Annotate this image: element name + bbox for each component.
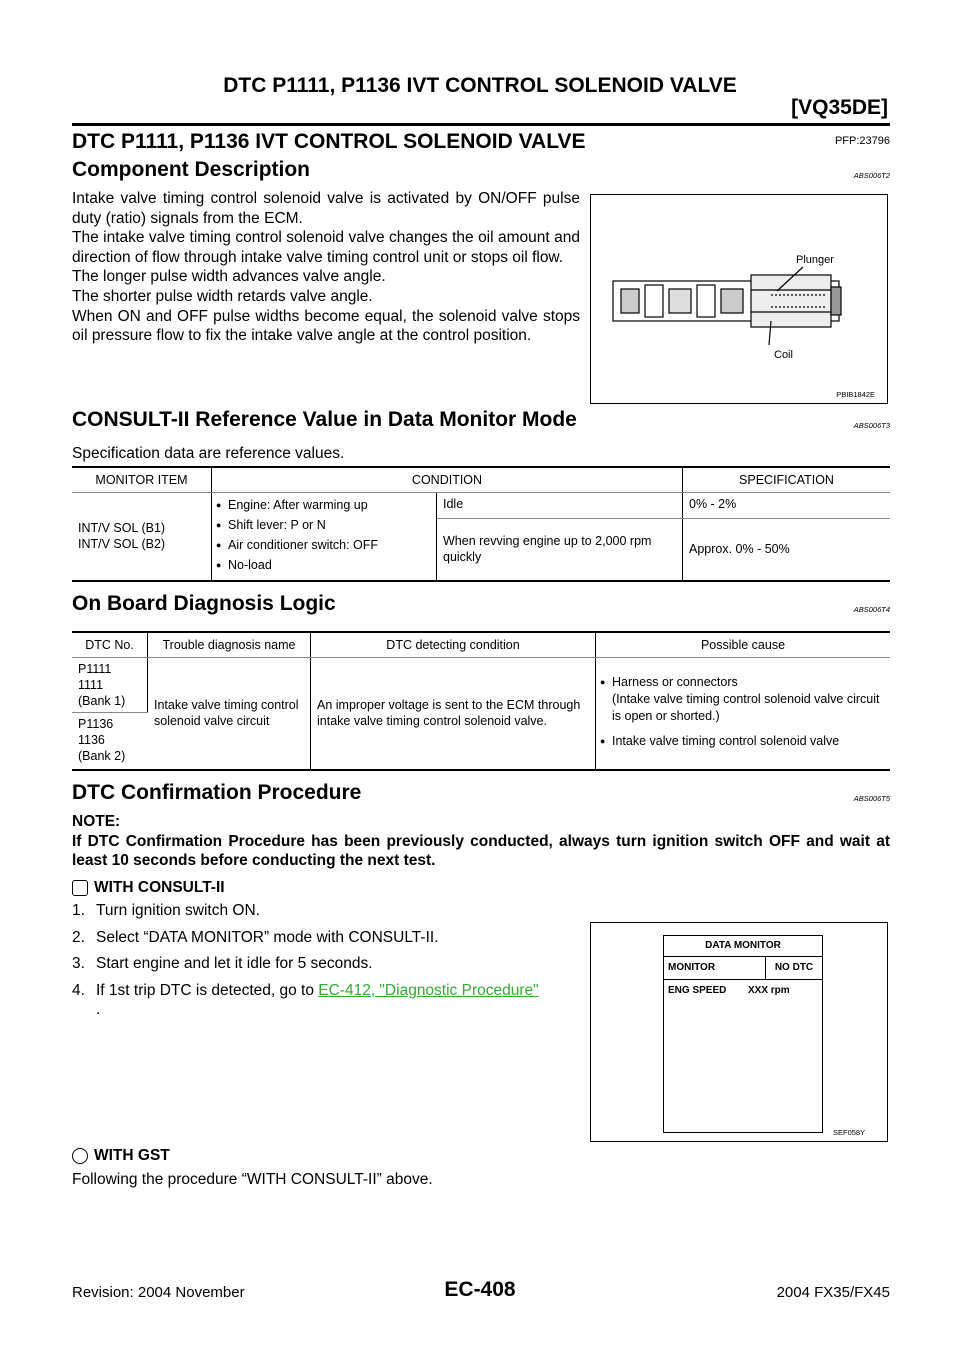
cause-item: ● Harness or connectors (Intake valve timing control solenoid valve circuit is open or shorted.) <box>602 674 884 725</box>
condition-item: ● Air conditioner switch: OFF <box>218 537 430 553</box>
consult-tool-icon <box>72 880 88 896</box>
component-line: When ON and OFF pulse widths become equal, the solenoid valve stops oil pressure flow to fix the intake valve angle at the control position. <box>72 307 580 345</box>
data-monitor-figure <box>590 922 888 1142</box>
pfp-code: PFP:23796 <box>834 135 890 147</box>
with-gst-label: WITH GST <box>94 1147 170 1164</box>
step-number: 1. <box>72 902 85 919</box>
condition-item: ● Engine: After warming up <box>218 497 430 513</box>
model-text: 2004 FX35/FX45 <box>776 1284 890 1301</box>
diagnostic-procedure-link[interactable]: EC-412, "Diagnostic Procedure" <box>318 981 539 999</box>
plunger-label: Plunger <box>796 254 834 266</box>
step-text: Select “DATA MONITOR” mode with CONSULT-II. <box>96 928 439 946</box>
condition-cell: When revving engine up to 2,000 rpm quickly <box>437 518 683 580</box>
dtc-confirm-heading: DTC Confirmation Procedure <box>72 781 362 804</box>
monitor-col-label: MONITOR <box>664 957 766 979</box>
dtc-confirm-code: ABS006T5 <box>853 794 890 803</box>
monitor-header-row <box>664 957 822 980</box>
diagnosis-name-cell: Intake valve timing control solenoid valve circuit <box>148 657 311 770</box>
with-consult-label: WITH CONSULT-II <box>94 879 225 896</box>
col-specification: SPECIFICATION <box>683 468 891 492</box>
procedure-steps <box>72 901 582 1020</box>
figure-code: PBIB1842E <box>836 390 875 399</box>
component-line: The longer pulse width advances valve angle. <box>72 268 386 286</box>
step-text: Start engine and let it idle for 5 seconds. <box>96 955 373 973</box>
spec-cell: 0% - 2% <box>683 492 891 518</box>
monitor-row-value: XXX rpm <box>748 985 790 996</box>
monitor-title: DATA MONITOR <box>664 936 822 957</box>
step-item <box>72 928 582 948</box>
detecting-condition-cell: An improper voltage is sent to the ECM through intake valve timing control solenoid valve. <box>311 657 596 770</box>
consult-table <box>72 468 890 582</box>
step-text <box>96 981 539 1020</box>
obd-heading: On Board Diagnosis Logic <box>72 592 336 615</box>
component-text <box>72 189 580 346</box>
gst-text: Following the procedure “WITH CONSULT-II” above. <box>72 1171 433 1188</box>
engine-tag: [VQ35DE] <box>791 96 888 119</box>
monitor-status: NO DTC <box>774 962 814 973</box>
obd-table <box>72 633 890 771</box>
condition-list <box>212 492 437 581</box>
step-item <box>72 981 582 1020</box>
page-number: EC-408 <box>444 1278 516 1301</box>
section-title: DTC P1111, P1136 IVT CONTROL SOLENOID VALVE <box>72 130 586 153</box>
condition-item: ● Shift lever: P or N <box>218 517 430 533</box>
condition-cell: Idle <box>437 492 683 518</box>
obd-code: ABS006T4 <box>853 605 890 614</box>
note-label: NOTE: <box>72 813 121 830</box>
monitor-item-cell: INT/V SOL (B1) INT/V SOL (B2) <box>72 492 212 581</box>
col-condition: CONDITION <box>212 468 683 492</box>
monitor-row-label: ENG SPEED <box>668 985 727 996</box>
consult-intro: Specification data are reference values. <box>72 445 345 462</box>
step-item <box>72 954 582 974</box>
monitor-screen <box>663 935 823 1133</box>
revision-text: Revision: 2004 November <box>72 1284 245 1301</box>
step-number: 3. <box>72 955 85 973</box>
step-4-text: If 1st trip DTC is detected, go to <box>96 981 319 999</box>
step-text: Turn ignition switch ON. <box>96 902 260 919</box>
coil-label: Coil <box>774 349 793 361</box>
note-block <box>72 812 890 871</box>
monitor-data-row <box>664 980 822 1002</box>
component-line: The shorter pulse width retards valve angle. <box>72 287 373 305</box>
component-code: ABS006T2 <box>853 171 890 180</box>
component-line: Intake valve timing control solenoid valve is activated by ON/OFF pulse duty (ratio) signals from the ECM. <box>72 190 580 227</box>
step-number: 2. <box>72 928 85 946</box>
dtc-no-cell: P1136 1136 (Bank 2) <box>72 712 148 770</box>
component-heading: Component Description <box>72 158 311 181</box>
consult-code: ABS006T3 <box>853 421 890 430</box>
col-monitor-item: MONITOR ITEM <box>72 468 212 492</box>
step-number: 4. <box>72 981 85 999</box>
consult-heading: CONSULT-II Reference Value in Data Monitor Mode <box>72 408 577 431</box>
dtc-no-cell: P1111 1111 (Bank 1) <box>72 657 148 712</box>
with-gst-heading <box>72 1146 170 1166</box>
solenoid-figure <box>590 194 888 404</box>
with-consult-heading <box>72 878 225 898</box>
spec-cell: Approx. 0% - 50% <box>683 518 891 580</box>
condition-item: ● No-load <box>218 557 430 573</box>
step-item <box>72 901 582 921</box>
gst-tool-icon <box>72 1148 88 1164</box>
col-dtc-no: DTC No. <box>72 633 148 657</box>
header-rule <box>72 123 890 126</box>
col-detecting-condition: DTC detecting condition <box>311 633 596 657</box>
cause-item: ● Intake valve timing control solenoid valve <box>602 733 884 749</box>
col-possible-cause: Possible cause <box>596 633 891 657</box>
note-text: If DTC Confirmation Procedure has been previously conducted, always turn ignition switch OFF and wait at least 10 seconds before conducting the next test. <box>72 832 890 870</box>
page-header-title: DTC P1111, P1136 IVT CONTROL SOLENOID VALVE <box>223 74 737 97</box>
step-4-end: . <box>96 1001 101 1019</box>
solenoid-valve-diagram <box>591 195 887 403</box>
col-diagnosis-name: Trouble diagnosis name <box>148 633 311 657</box>
possible-cause-cell <box>596 657 891 770</box>
figure-code: SEF058Y <box>833 1128 866 1137</box>
component-line: The intake valve timing control solenoid valve changes the oil amount and direction of flow through intake valve timing control unit or stops oil flow. <box>72 229 580 266</box>
